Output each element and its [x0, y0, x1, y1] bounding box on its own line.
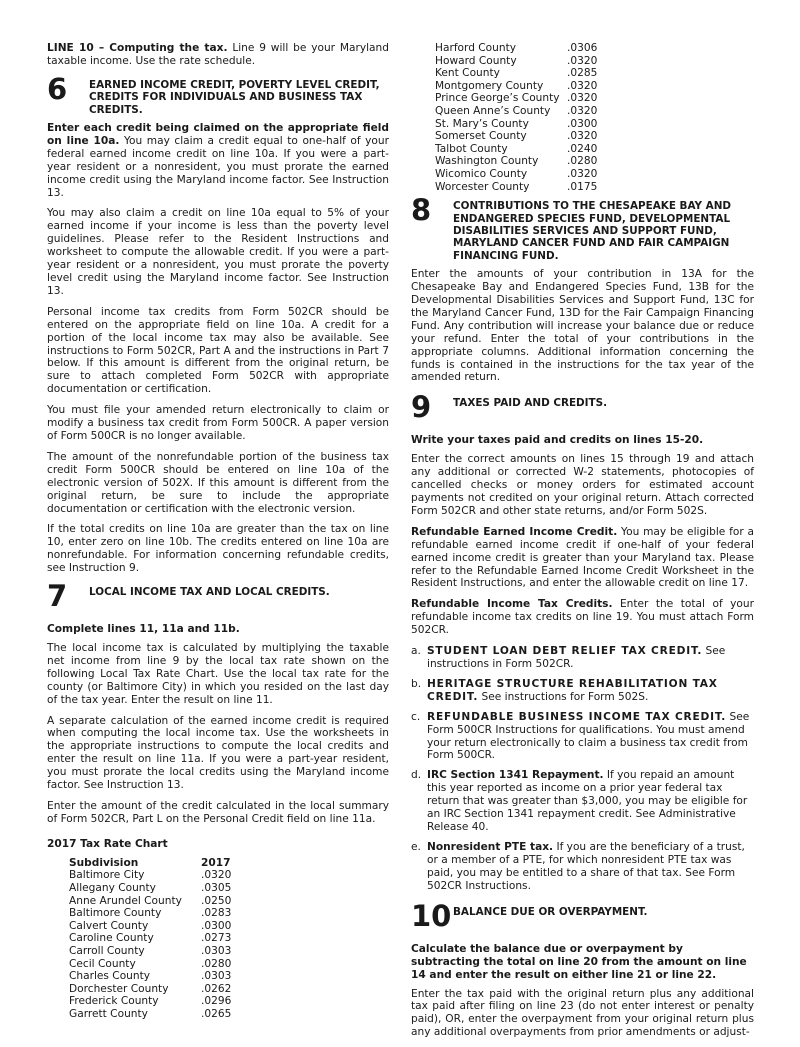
tax-rate-value: .0280 — [567, 155, 598, 168]
subdivision-name: Howard County — [435, 54, 517, 67]
tax-rate-value: .0280 — [201, 957, 232, 970]
item-text: See instructions in Form 502CR. — [427, 645, 726, 670]
section-7-paragraph-1: The local income tax is calculated by multiplying the taxable net income from line 9 by the local tax rate shown on the following Local Tax Rate Chart. Use the local tax rate for the county (or Baltimore City) in which you resided on the last day of the tax year. Enter the result on line 11. — [47, 642, 389, 706]
tax-rate-value: .0265 — [201, 1007, 232, 1020]
section-6-p1-bold: Enter each credit being claimed on the appropriate field on line 10a. — [47, 122, 389, 147]
section-6-paragraph-2: You may also claim a credit on line 10a equal to 5% of your earned income if your income is less than the poverty level guidelines. Please refer to the Resident Instructions and worksheet to compute the allowable credit. If you were a part-year resident or a nonresident, you must prorate the poverty level credit using the Maryland income factor. See Instruction 13. — [47, 207, 389, 297]
refundable-credit-item — [411, 769, 754, 834]
tax-rate-row — [435, 105, 597, 118]
tax-rate-row — [69, 882, 231, 895]
tax-rate-row — [69, 907, 231, 920]
section-10-number: 10 — [411, 898, 452, 933]
section-9-p3-bold: Refundable Income Tax Credits. — [411, 598, 613, 611]
tax-rate-value: .0320 — [567, 130, 598, 143]
tax-rate-chart-title: 2017 Tax Rate Chart — [47, 837, 168, 850]
tax-rate-row — [69, 958, 231, 971]
tax-rate-row — [69, 945, 231, 958]
subdivision-name: Charles County — [69, 970, 151, 983]
line10-label: LINE 10 – Computing the tax. — [47, 42, 228, 54]
section-10-paragraph-1: Enter the tax paid with the original return plus any additional tax paid after filing on line 23 (do not enter interest or penalty paid), OR, enter the overpayment from your original return plus any additional overpayments from prior amendments or adjust- — [411, 987, 754, 1039]
tax-rate-row — [69, 983, 231, 996]
tax-rate-value: .0303 — [201, 944, 232, 957]
item-marker: a. — [411, 645, 421, 658]
subdivision-name: Calvert County — [69, 919, 149, 932]
subdivision-name: Anne Arundel County — [69, 894, 182, 907]
tax-rate-row — [435, 155, 597, 168]
refundable-credits-list — [411, 645, 754, 892]
tax-rate-value: .0320 — [567, 92, 598, 105]
line10-text: Line 9 will be your Maryland taxable income. Use the rate schedule. — [47, 42, 389, 67]
tax-rate-row — [69, 1008, 231, 1021]
tax-rate-value: .0320 — [567, 54, 598, 67]
section-9-paragraph-2 — [411, 526, 754, 591]
item-text: If you are the beneficiary of a trust, or a member of a PTE, for which nonresident PTE tax was paid, you may be entitled to a share of that tax. See Form 502CR Instructions. — [427, 840, 745, 892]
tax-rate-value: .0320 — [567, 79, 598, 92]
tax-rate-row — [435, 92, 597, 105]
tax-rate-chart-continued-body — [435, 42, 597, 193]
tax-rate-chart-body — [69, 869, 231, 1020]
tax-rate-chart-header — [69, 857, 231, 870]
item-marker: c. — [411, 710, 421, 723]
section-9-heading — [411, 390, 754, 426]
item-text: See instructions for Form 502S. — [478, 690, 649, 703]
section-7-subhead: Complete lines 11, 11a and 11b. — [47, 623, 240, 636]
section-9-paragraph-3 — [411, 598, 754, 637]
tax-rate-value: .0305 — [201, 882, 232, 894]
tax-rate-row — [435, 168, 597, 181]
tax-rate-value: .0240 — [567, 142, 598, 155]
section-6-heading — [47, 71, 389, 116]
refundable-credit-item — [411, 678, 754, 704]
subdivision-name: Somerset County — [435, 130, 527, 143]
tax-rate-row — [69, 970, 231, 983]
tax-rate-chart-table — [69, 857, 231, 1021]
section-9-subhead: Write your taxes paid and credits on lines 15-20. — [411, 434, 704, 447]
section-6-paragraph-3: Personal income tax credits from Form 502CR should be entered on the appropriate field on line 10a. A credit for a portion of the local income tax may also be available. See instructions to Form 502CR, Part A and the instructions in Part 7 below. If this amount is different from the original return, be sure to attach completed Form 502CR with appropriate documentation or certification. — [47, 305, 389, 396]
tax-rate-row — [435, 143, 597, 156]
section-7-heading — [47, 579, 389, 615]
subdivision-name: Caroline County — [69, 932, 154, 945]
tax-rate-row — [69, 995, 231, 1008]
subdivision-name: Worcester County — [435, 180, 530, 193]
subdivision-name: Carroll County — [69, 944, 145, 957]
section-8-paragraph-1: Enter the amounts of your contribution in 13A for the Chesapeake Bay and Endangered Species Fund, 13B for the Developmental Disabilities Services and Support Fund, 13C for the Maryland Cancer Fund, 13D for the Fair Campaign Financing Fund. Any contribution will increase your balance due or reduce your refund. Enter the total of your contributions in the appropriate columns. Additional information concerning the funds is contained in the instructions for the tax year of the amended return. — [411, 268, 754, 384]
section-6-paragraph-5: The amount of the nonrefundable portion of the business tax credit Form 500CR should be entered on line 10a of the electronic version of 502X. If this amount is different from the original return, be sure to include the appropriate documentation or certification with the electronic version. — [47, 450, 389, 515]
tax-rate-row — [69, 920, 231, 933]
item-title: HERITAGE STRUCTURE REHABILITATION TAX CREDIT. — [427, 677, 718, 703]
item-text: If you repaid an amount this year reported as income on a prior year federal tax return that was greater than $3,000, you may be eligible for an IRC Section 1341 repayment credit. See Administrative Release 40. — [427, 769, 748, 833]
subdivision-name: Wicomico County — [435, 167, 528, 180]
tax-rate-row — [435, 130, 597, 143]
refundable-credit-item — [411, 711, 754, 763]
tax-rate-value: .0306 — [567, 42, 598, 54]
subdivision-name: St. Mary’s County — [435, 117, 529, 130]
tax-rate-value: .0285 — [567, 67, 598, 80]
column-header-year: 2017 — [201, 856, 231, 869]
section-9-p2-text: You may be eligible for a refundable earned income credit if one-half of your federal earned income credit is greater than your Maryland tax. Please refer to the Refundable Earned Income Credit Worksheet in the Resident Instructions, and enter the allowable credit on line 17. — [411, 525, 754, 590]
left-column — [47, 42, 389, 1021]
refundable-credit-item — [411, 841, 754, 893]
item-title: Nonresident PTE tax. — [427, 840, 554, 853]
tax-rate-value: .0320 — [567, 104, 598, 117]
section-9-p3-text: Enter the total of your refundable income tax credits on line 19. You must attach Form 502CR. — [411, 598, 754, 637]
section-9-title: TAXES PAID AND CREDITS. — [453, 397, 608, 410]
line10-paragraph — [47, 42, 389, 68]
item-marker: e. — [411, 840, 421, 853]
item-title: IRC Section 1341 Repayment. — [427, 769, 604, 782]
subdivision-name: Cecil County — [69, 957, 136, 970]
item-title: REFUNDABLE BUSINESS INCOME TAX CREDIT. — [427, 710, 727, 723]
tax-rate-value: .0320 — [201, 869, 232, 882]
section-6-p1-text: You may claim a credit equal to one-half of your federal earned income credit on line 10a. If you were a part-year resident or a nonresident, you must prorate the earned income credit using the Maryland income factor. See Instruction 13. — [47, 134, 389, 199]
tax-rate-row — [69, 895, 231, 908]
subdivision-name: Allegany County — [69, 882, 156, 894]
section-8-title: CONTRIBUTIONS TO THE CHESAPEAKE BAY AND ENDANGERED SPECIES FUND, DEVELOPMENTAL DISABILITIES SERVICES AND SUPPORT FUND, MARYLAND CANCER FUND AND FAIR CAMPAIGN FINANCING FUND. — [453, 200, 732, 262]
section-10-title: BALANCE DUE OR OVERPAYMENT. — [453, 905, 648, 918]
tax-rate-row — [435, 80, 597, 93]
section-9-p2-bold: Refundable Earned Income Credit. — [411, 525, 618, 538]
tax-rate-row — [69, 932, 231, 945]
subdivision-name: Montgomery County — [435, 79, 544, 92]
section-6-number: 6 — [47, 71, 68, 106]
item-text: See Form 500CR Instructions for qualifications. You must amend your return electronically to claim a business tax credit from Form 500CR. — [427, 710, 750, 762]
tax-rate-chart-continued-table — [435, 42, 597, 193]
section-10-heading — [411, 898, 754, 935]
tax-rate-value: .0283 — [201, 907, 232, 920]
item-title: STUDENT LOAN DEBT RELIEF TAX CREDIT. — [427, 645, 703, 658]
tax-rate-row — [435, 118, 597, 131]
section-9-number: 9 — [411, 390, 432, 425]
section-10-subhead: Calculate the balance due or overpayment by subtracting the total on line 20 from the amount on line 14 and enter the result on either line 21 or line 22. — [411, 942, 747, 981]
section-8-number: 8 — [411, 193, 432, 228]
subdivision-name: Talbot County — [435, 142, 508, 155]
column-header-subdivision: Subdivision — [69, 856, 139, 869]
subdivision-name: Prince George’s County — [435, 92, 560, 105]
section-7-paragraph-2: A separate calculation of the earned income credit is required when computing the local income tax. Use the worksheets in the appropriate instructions to compute the local credits and enter the result on line 11a. If you were a part-year resident, you must prorate the local credits using the Maryland income factor. See Instruction 13. — [47, 714, 389, 792]
tax-rate-value: .0300 — [567, 117, 598, 130]
tax-rate-value: .0250 — [201, 894, 232, 907]
subdivision-name: Washington County — [435, 155, 539, 168]
subdivision-name: Frederick County — [69, 995, 159, 1008]
tax-rate-value: .0296 — [201, 995, 232, 1008]
tax-rate-value: .0273 — [201, 932, 232, 945]
tax-rate-value: .0320 — [567, 167, 598, 180]
section-8-heading — [411, 193, 754, 262]
section-6-paragraph-1 — [47, 122, 389, 199]
tax-rate-value: .0175 — [567, 180, 598, 193]
subdivision-name: Harford County — [435, 42, 517, 54]
section-7-paragraph-3: Enter the amount of the credit calculated in the local summary of Form 502CR, Part L on the Personal Credit field on line 11a. — [47, 800, 389, 825]
tax-rate-value: .0262 — [201, 982, 232, 995]
section-6-paragraph-6: If the total credits on line 10a are greater than the tax on line 10, enter zero on line 10b. The credits entered on line 10a are nonrefundable. For information concerning refundable credits, see Instruction 9. — [47, 523, 389, 575]
subdivision-name: Queen Anne’s County — [435, 104, 551, 117]
tax-rate-row — [435, 67, 597, 80]
section-7-title: LOCAL INCOME TAX AND LOCAL CREDITS. — [89, 586, 330, 599]
subdivision-name: Garrett County — [69, 1007, 148, 1020]
tax-rate-value: .0300 — [201, 919, 232, 932]
tax-rate-row — [435, 181, 597, 194]
item-marker: d. — [411, 769, 422, 782]
item-marker: b. — [411, 677, 422, 690]
tax-rate-value: .0303 — [201, 970, 232, 983]
section-7-number: 7 — [47, 579, 68, 614]
subdivision-name: Baltimore City — [69, 869, 145, 882]
section-6-title: EARNED INCOME CREDIT, POVERTY LEVEL CREDIT, CREDITS FOR INDIVIDUALS AND BUSINESS TAX CREDITS. — [89, 78, 380, 116]
section-6-paragraph-4: You must file your amended return electronically to claim or modify a business tax credit from Form 500CR. A paper version of Form 500CR is no longer available. — [47, 404, 389, 442]
subdivision-name: Baltimore County — [69, 907, 162, 920]
subdivision-name: Dorchester County — [69, 982, 169, 995]
refundable-credit-item — [411, 645, 754, 671]
right-column — [411, 42, 754, 1047]
tax-rate-row — [435, 42, 597, 55]
tax-rate-row — [435, 55, 597, 68]
section-9-paragraph-1: Enter the correct amounts on lines 15 through 19 and attach any additional or corrected W-2 statements, photocopies of cancelled checks or money orders for estimated account payments not credited on your original return. Attach corrected Form 502CR and other state returns, and/or Form 502S. — [411, 453, 754, 517]
tax-rate-row — [69, 869, 231, 882]
subdivision-name: Kent County — [435, 67, 500, 80]
